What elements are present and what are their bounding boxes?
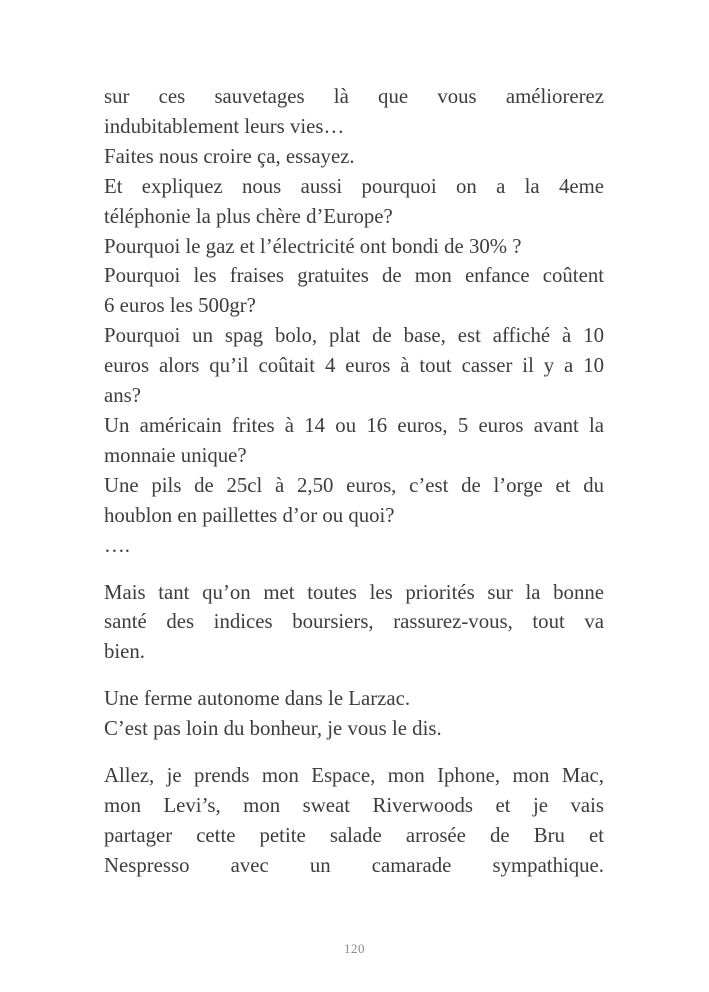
text-line: Une pils de 25cl à 2,50 euros, c’est de l’orge et du bbox=[104, 473, 604, 497]
text-line: Allez, je prends mon Espace, mon Iphone, mon Mac, bbox=[104, 764, 604, 788]
text-line: Pourquoi le gaz et l’électricité ont bondi de 30% ? bbox=[104, 234, 522, 258]
text-line: Pourquoi un spag bolo, plat de base, est affiché à 10 bbox=[104, 324, 604, 348]
text-line: 6 euros les 500gr? bbox=[104, 294, 256, 318]
body-text bbox=[104, 82, 604, 881]
text-line: santé des indices boursiers, rassurez-vous, tout va bbox=[104, 610, 604, 634]
text-line: mon Levi’s, mon sweat Riverwoods et je vais bbox=[104, 793, 604, 817]
text-line: monnaie unique? bbox=[104, 443, 247, 467]
text-line: téléphonie la plus chère d’Europe? bbox=[104, 204, 393, 228]
text-line: partager cette petite salade arrosée de Bru et bbox=[104, 823, 604, 847]
text-line: Une ferme autonome dans le Larzac. bbox=[104, 687, 411, 711]
text-line: Et expliquez nous aussi pourquoi on a la 4eme bbox=[104, 174, 604, 198]
text-line: Nespresso avec un camarade sympathique. bbox=[104, 853, 604, 877]
text-line: Pourquoi les fraises gratuites de mon enfance coûtent bbox=[104, 264, 604, 288]
paragraph bbox=[104, 578, 604, 668]
text-line: indubitablement leurs vies… bbox=[104, 114, 345, 138]
text-line: houblon en paillettes d’or ou quoi? bbox=[104, 503, 395, 527]
text-line: ans? bbox=[104, 384, 141, 408]
paragraph bbox=[104, 82, 604, 561]
text-line: Faites nous croire ça, essayez. bbox=[104, 144, 355, 168]
text-line: C’est pas loin du bonheur, je vous le dis. bbox=[104, 717, 442, 741]
paragraph bbox=[104, 761, 604, 881]
text-line: euros alors qu’il coûtait 4 euros à tout casser il y a 10 bbox=[104, 354, 604, 378]
text-line: Un américain frites à 14 ou 16 euros, 5 euros avant la bbox=[104, 413, 604, 437]
text-line: sur ces sauvetages là que vous améliorerez bbox=[104, 85, 604, 108]
paragraph bbox=[104, 684, 604, 744]
text-line: …. bbox=[104, 533, 130, 557]
page-number: 120 bbox=[344, 941, 365, 956]
text-line: bien. bbox=[104, 640, 146, 664]
text-line: Mais tant qu’on met toutes les priorités sur la bonne bbox=[104, 580, 604, 604]
